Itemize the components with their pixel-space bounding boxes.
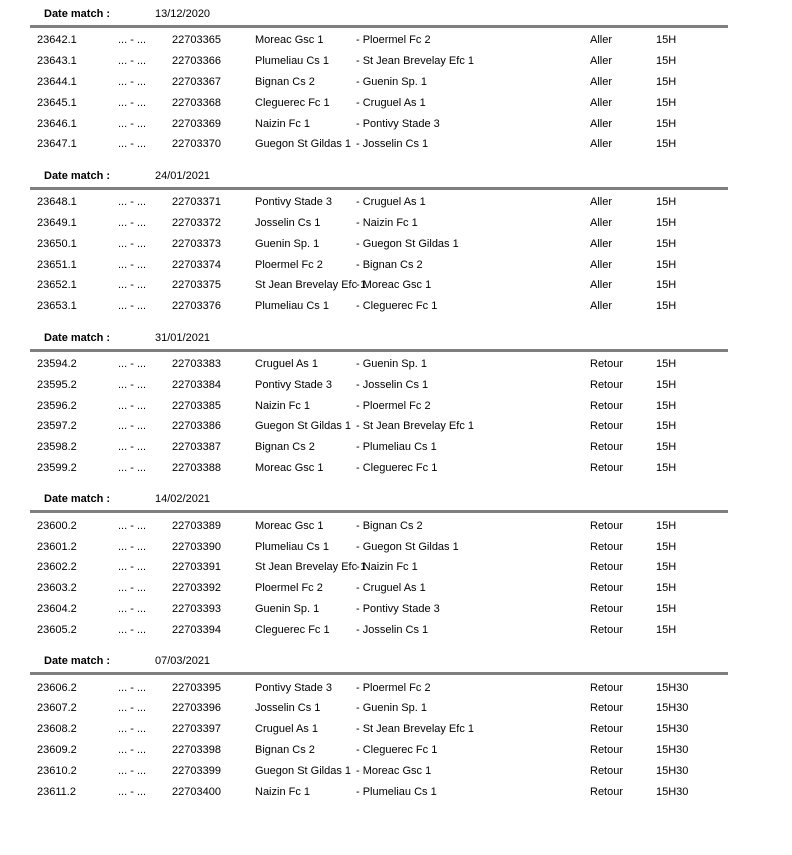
leg-indicator: Retour [590, 582, 624, 595]
leg-indicator: Aller [590, 75, 613, 88]
match-row [30, 275, 728, 296]
leg-indicator: Retour [590, 441, 624, 454]
score-placeholder: ... - ... [118, 540, 147, 553]
away-team: - Pontivy Stade 3 [356, 602, 440, 615]
home-team: Guenin Sp. 1 [255, 602, 320, 615]
match-row [30, 698, 728, 719]
away-team: - Plumeliau Cs 1 [356, 441, 437, 454]
match-row [30, 437, 728, 458]
away-team: - St Jean Brevelay Efc 1 [356, 55, 474, 68]
match-rows [30, 513, 728, 640]
match-row [30, 578, 728, 599]
leg-indicator: Aller [590, 279, 613, 292]
section-header [30, 655, 728, 670]
match-number: 23601.2 [37, 540, 77, 553]
leg-indicator: Retour [590, 519, 624, 532]
home-team: Guegon St Gildas 1 [255, 764, 352, 777]
kickoff-time: 15H [656, 623, 677, 636]
match-row [30, 192, 728, 213]
match-code: 22703366 [172, 55, 221, 68]
kickoff-time: 15H [656, 378, 677, 391]
score-placeholder: ... - ... [118, 216, 147, 229]
match-number: 23606.2 [37, 681, 77, 694]
match-rows [30, 28, 728, 155]
away-team: - Pontivy Stade 3 [356, 117, 440, 130]
date-match-label: Date match : [44, 8, 111, 20]
date-match-label: Date match : [44, 331, 111, 344]
score-placeholder: ... - ... [118, 399, 147, 412]
leg-indicator: Retour [590, 702, 624, 715]
score-placeholder: ... - ... [118, 723, 147, 736]
home-team: Bignan Cs 2 [255, 743, 315, 756]
home-team: Bignan Cs 2 [255, 75, 315, 88]
match-row [30, 296, 728, 317]
match-code: 22703384 [172, 378, 221, 391]
match-row [30, 30, 728, 51]
home-team: Moreac Gsc 1 [255, 34, 324, 47]
match-row [30, 515, 728, 536]
leg-indicator: Retour [590, 681, 624, 694]
away-team: - Guenin Sp. 1 [356, 702, 427, 715]
kickoff-time: 15H30 [656, 723, 689, 736]
match-rows [30, 190, 728, 317]
score-placeholder: ... - ... [118, 785, 147, 798]
away-team: - Guegon St Gildas 1 [356, 237, 459, 250]
score-placeholder: ... - ... [118, 300, 147, 313]
leg-indicator: Aller [590, 216, 613, 229]
score-placeholder: ... - ... [118, 378, 147, 391]
match-number: 23643.1 [37, 55, 77, 68]
match-row [30, 599, 728, 620]
home-team: Plumeliau Cs 1 [255, 300, 329, 313]
kickoff-time: 15H [656, 34, 677, 47]
score-placeholder: ... - ... [118, 357, 147, 370]
home-team: Moreac Gsc 1 [255, 461, 324, 474]
match-code: 22703375 [172, 279, 221, 292]
leg-indicator: Retour [590, 602, 624, 615]
match-number: 23646.1 [37, 117, 77, 130]
away-team: - Cleguerec Fc 1 [356, 743, 438, 756]
match-number: 23651.1 [37, 258, 77, 271]
kickoff-time: 15H [656, 300, 677, 313]
score-placeholder: ... - ... [118, 602, 147, 615]
leg-indicator: Aller [590, 138, 613, 151]
match-code: 22703369 [172, 117, 221, 130]
match-number: 23600.2 [37, 519, 77, 532]
match-code: 22703395 [172, 681, 221, 694]
match-date: 14/02/2021 [155, 493, 211, 506]
home-team: Pontivy Stade 3 [255, 681, 333, 694]
score-placeholder: ... - ... [118, 743, 147, 756]
match-row [30, 458, 728, 479]
home-team: Bignan Cs 2 [255, 441, 315, 454]
kickoff-time: 15H [656, 75, 677, 88]
away-team: - Cruguel As 1 [356, 96, 426, 109]
match-number: 23650.1 [37, 237, 77, 250]
leg-indicator: Aller [590, 258, 613, 271]
kickoff-time: 15H [656, 279, 677, 292]
kickoff-time: 15H [656, 138, 677, 151]
score-placeholder: ... - ... [118, 55, 147, 68]
home-team: Ploermel Fc 2 [255, 258, 323, 271]
match-number: 23645.1 [37, 96, 77, 109]
score-placeholder: ... - ... [118, 764, 147, 777]
match-day-section [30, 170, 728, 317]
leg-indicator: Retour [590, 357, 624, 370]
match-code: 22703374 [172, 258, 221, 271]
away-team: - Josselin Cs 1 [356, 378, 429, 391]
kickoff-time: 15H [656, 216, 677, 229]
kickoff-time: 15H [656, 582, 677, 595]
match-row [30, 536, 728, 557]
home-team: Cleguerec Fc 1 [255, 623, 330, 636]
kickoff-time: 15H [656, 441, 677, 454]
match-row [30, 254, 728, 275]
score-placeholder: ... - ... [118, 117, 147, 130]
away-team: - Josselin Cs 1 [356, 623, 429, 636]
leg-indicator: Retour [590, 399, 624, 412]
away-team: - Naizin Fc 1 [356, 561, 418, 574]
away-team: - Ploermel Fc 2 [356, 399, 431, 412]
match-date: 13/12/2020 [155, 8, 211, 20]
away-team: - Guenin Sp. 1 [356, 357, 427, 370]
match-number: 23642.1 [37, 34, 77, 47]
kickoff-time: 15H [656, 258, 677, 271]
match-number: 23596.2 [37, 399, 77, 412]
home-team: Naizin Fc 1 [255, 117, 311, 130]
match-code: 22703392 [172, 582, 221, 595]
score-placeholder: ... - ... [118, 237, 147, 250]
leg-indicator: Retour [590, 623, 624, 636]
home-team: Ploermel Fc 2 [255, 582, 323, 595]
score-placeholder: ... - ... [118, 279, 147, 292]
away-team: - Cleguerec Fc 1 [356, 300, 438, 313]
match-code: 22703391 [172, 561, 221, 574]
home-team: Guegon St Gildas 1 [255, 420, 352, 433]
home-team: Josselin Cs 1 [255, 216, 321, 229]
score-placeholder: ... - ... [118, 681, 147, 694]
match-number: 23610.2 [37, 764, 77, 777]
kickoff-time: 15H [656, 519, 677, 532]
leg-indicator: Retour [590, 540, 624, 553]
away-team: - Cruguel As 1 [356, 582, 426, 595]
kickoff-time: 15H [656, 602, 677, 615]
match-number: 23608.2 [37, 723, 77, 736]
leg-indicator: Retour [590, 785, 624, 798]
section-header [30, 332, 728, 347]
score-placeholder: ... - ... [118, 561, 147, 574]
away-team: - Cruguel As 1 [356, 196, 426, 209]
away-team: - Moreac Gsc 1 [356, 279, 432, 292]
section-header [30, 170, 728, 185]
leg-indicator: Aller [590, 55, 613, 68]
match-code: 22703383 [172, 357, 221, 370]
kickoff-time: 15H [656, 399, 677, 412]
kickoff-time: 15H [656, 420, 677, 433]
home-team: Cruguel As 1 [255, 357, 318, 370]
match-code: 22703396 [172, 702, 221, 715]
home-team: Guegon St Gildas 1 [255, 138, 352, 151]
match-code: 22703368 [172, 96, 221, 109]
leg-indicator: Aller [590, 196, 613, 209]
score-placeholder: ... - ... [118, 138, 147, 151]
match-row [30, 72, 728, 93]
date-match-label: Date match : [44, 655, 111, 668]
match-code: 22703393 [172, 602, 221, 615]
match-code: 22703397 [172, 723, 221, 736]
kickoff-time: 15H30 [656, 702, 689, 715]
leg-indicator: Aller [590, 237, 613, 250]
leg-indicator: Retour [590, 378, 624, 391]
home-team: Plumeliau Cs 1 [255, 55, 329, 68]
leg-indicator: Retour [590, 764, 624, 777]
kickoff-time: 15H [656, 357, 677, 370]
match-row [30, 416, 728, 437]
match-row [30, 677, 728, 698]
match-number: 23648.1 [37, 196, 77, 209]
leg-indicator: Aller [590, 117, 613, 130]
match-code: 22703400 [172, 785, 221, 798]
match-code: 22703399 [172, 764, 221, 777]
leg-indicator: Aller [590, 34, 613, 47]
kickoff-time: 15H [656, 461, 677, 474]
match-code: 22703388 [172, 461, 221, 474]
home-team: Moreac Gsc 1 [255, 519, 324, 532]
section-header [30, 493, 728, 508]
home-team: Guenin Sp. 1 [255, 237, 320, 250]
match-day-section [30, 493, 728, 640]
match-code: 22703372 [172, 216, 221, 229]
away-team: - St Jean Brevelay Efc 1 [356, 420, 474, 433]
home-team: Josselin Cs 1 [255, 702, 321, 715]
match-row [30, 619, 728, 640]
match-row [30, 781, 728, 802]
match-code: 22703385 [172, 399, 221, 412]
match-number: 23652.1 [37, 279, 77, 292]
date-match-label: Date match : [44, 169, 111, 182]
section-header [30, 8, 728, 23]
match-number: 23649.1 [37, 216, 77, 229]
leg-indicator: Retour [590, 723, 624, 736]
home-team: Plumeliau Cs 1 [255, 540, 329, 553]
away-team: - Josselin Cs 1 [356, 138, 429, 151]
match-number: 23595.2 [37, 378, 77, 391]
leg-indicator: Aller [590, 96, 613, 109]
match-row [30, 233, 728, 254]
kickoff-time: 15H [656, 196, 677, 209]
away-team: - Ploermel Fc 2 [356, 681, 431, 694]
match-code: 22703367 [172, 75, 221, 88]
match-row [30, 557, 728, 578]
kickoff-time: 15H [656, 55, 677, 68]
away-team: - Guenin Sp. 1 [356, 75, 427, 88]
match-rows [30, 352, 728, 479]
match-date: 24/01/2021 [155, 169, 211, 182]
away-team: - Naizin Fc 1 [356, 216, 418, 229]
match-row [30, 740, 728, 761]
home-team: Pontivy Stade 3 [255, 378, 333, 391]
kickoff-time: 15H30 [656, 785, 689, 798]
match-date: 07/03/2021 [155, 655, 211, 668]
score-placeholder: ... - ... [118, 582, 147, 595]
match-number: 23604.2 [37, 602, 77, 615]
match-day-section [30, 8, 728, 155]
match-code: 22703376 [172, 300, 221, 313]
kickoff-time: 15H [656, 117, 677, 130]
match-row [30, 354, 728, 375]
score-placeholder: ... - ... [118, 258, 147, 271]
match-row [30, 92, 728, 113]
kickoff-time: 15H30 [656, 743, 689, 756]
match-number: 23605.2 [37, 623, 77, 636]
score-placeholder: ... - ... [118, 702, 147, 715]
match-row [30, 213, 728, 234]
home-team: Naizin Fc 1 [255, 399, 311, 412]
away-team: - Ploermel Fc 2 [356, 34, 431, 47]
away-team: - Moreac Gsc 1 [356, 764, 432, 777]
match-day-section [30, 655, 728, 802]
away-team: - Bignan Cs 2 [356, 519, 423, 532]
date-match-label: Date match : [44, 493, 111, 506]
kickoff-time: 15H30 [656, 764, 689, 777]
score-placeholder: ... - ... [118, 196, 147, 209]
leg-indicator: Retour [590, 561, 624, 574]
score-placeholder: ... - ... [118, 461, 147, 474]
kickoff-time: 15H30 [656, 681, 689, 694]
match-number: 23647.1 [37, 138, 77, 151]
score-placeholder: ... - ... [118, 96, 147, 109]
match-number: 23644.1 [37, 75, 77, 88]
match-number: 23602.2 [37, 561, 77, 574]
match-number: 23594.2 [37, 357, 77, 370]
match-day-section [30, 332, 728, 479]
home-team: Naizin Fc 1 [255, 785, 311, 798]
kickoff-time: 15H [656, 561, 677, 574]
match-number: 23653.1 [37, 300, 77, 313]
leg-indicator: Retour [590, 420, 624, 433]
home-team: Cleguerec Fc 1 [255, 96, 330, 109]
away-team: - St Jean Brevelay Efc 1 [356, 723, 474, 736]
match-code: 22703386 [172, 420, 221, 433]
match-code: 22703373 [172, 237, 221, 250]
match-code: 22703371 [172, 196, 221, 209]
match-code: 22703390 [172, 540, 221, 553]
match-row [30, 113, 728, 134]
home-team: Pontivy Stade 3 [255, 196, 333, 209]
score-placeholder: ... - ... [118, 75, 147, 88]
leg-indicator: Retour [590, 743, 624, 756]
away-team: - Guegon St Gildas 1 [356, 540, 459, 553]
score-placeholder: ... - ... [118, 441, 147, 454]
match-number: 23597.2 [37, 420, 77, 433]
match-number: 23603.2 [37, 582, 77, 595]
kickoff-time: 15H [656, 237, 677, 250]
match-row [30, 51, 728, 72]
match-code: 22703370 [172, 138, 221, 151]
match-row [30, 134, 728, 155]
match-number: 23611.2 [37, 785, 76, 798]
match-number: 23609.2 [37, 743, 77, 756]
home-team: St Jean Brevelay Efc 1 [255, 561, 367, 574]
match-code: 22703387 [172, 441, 221, 454]
home-team: Cruguel As 1 [255, 723, 318, 736]
kickoff-time: 15H [656, 96, 677, 109]
away-team: - Bignan Cs 2 [356, 258, 423, 271]
match-code: 22703398 [172, 743, 221, 756]
leg-indicator: Retour [590, 461, 624, 474]
home-team: St Jean Brevelay Efc 1 [255, 279, 367, 292]
away-team: - Cleguerec Fc 1 [356, 461, 438, 474]
match-row [30, 395, 728, 416]
match-number: 23598.2 [37, 441, 77, 454]
score-placeholder: ... - ... [118, 420, 147, 433]
match-row [30, 374, 728, 395]
match-number: 23599.2 [37, 461, 77, 474]
match-number: 23607.2 [37, 702, 77, 715]
away-team: - Plumeliau Cs 1 [356, 785, 437, 798]
match-row [30, 719, 728, 740]
score-placeholder: ... - ... [118, 623, 147, 636]
match-row [30, 760, 728, 781]
match-rows [30, 675, 728, 802]
leg-indicator: Aller [590, 300, 613, 313]
kickoff-time: 15H [656, 540, 677, 553]
match-code: 22703365 [172, 34, 221, 47]
score-placeholder: ... - ... [118, 34, 147, 47]
score-placeholder: ... - ... [118, 519, 147, 532]
match-day-sections [30, 8, 792, 802]
match-code: 22703389 [172, 519, 221, 532]
match-date: 31/01/2021 [155, 331, 211, 344]
match-code: 22703394 [172, 623, 221, 636]
